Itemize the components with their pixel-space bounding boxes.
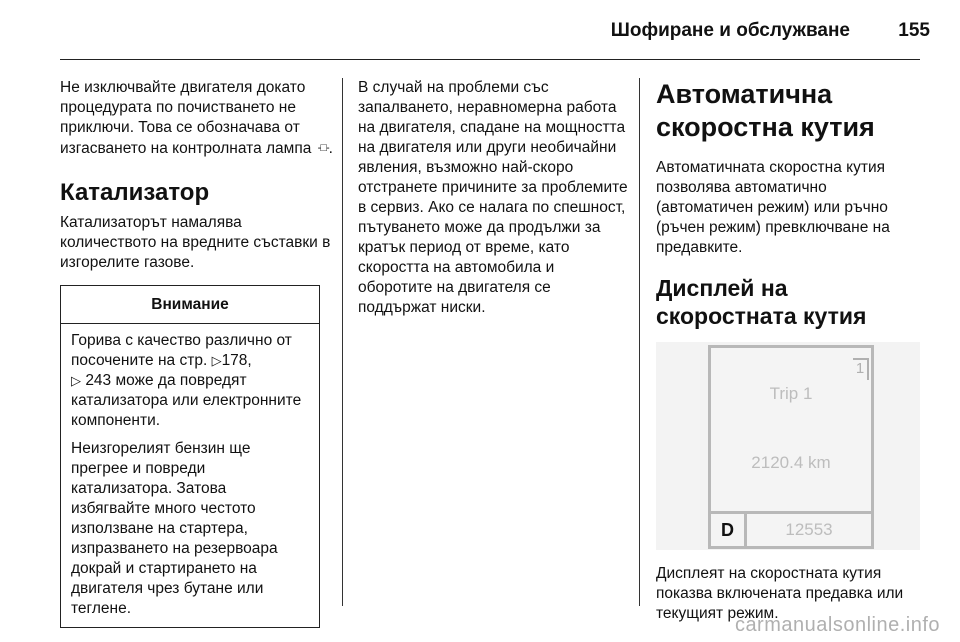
column-right	[656, 78, 926, 624]
warning-title: Внимание	[61, 286, 319, 324]
filter-lamp-icon: -□-	[317, 142, 329, 154]
column-divider-2	[639, 78, 640, 606]
warning-paragraph-1	[71, 331, 309, 431]
display-odometer: 12553	[785, 520, 833, 539]
header-rule	[60, 59, 920, 60]
section-heading-automatic-transmission: Автоматична скоростна кутия	[656, 79, 875, 142]
display-trip-distance: 2120.4 km	[751, 453, 831, 472]
malfunction-paragraph: В случай на проблеми със запалването, неравномерна работа на двигателя, спадане на мощността на двигателя или други необичайни явления, възможно най-скоро отстранете причините за проблемите в сервиз. Ако се налага по спешност, пътуването може да продължи за кратък период от време, като скоростта на автомобила и оборотите на двигателя се поддържат ниски.	[358, 79, 628, 316]
transmission-display-figure	[656, 342, 920, 550]
warning-text-b: може да повредят катализатора или електронните компоненти.	[71, 372, 302, 429]
warning-paragraph-2: Неизгорелият бензин ще прегрее и повреди катализатора. Затова избягвайте много честото използване на стартера, изпразването на резервоара докрай и стартирането на двигателя чрез бутане или теглене.	[71, 440, 278, 617]
page-ref-1[interactable]: 178,	[221, 352, 252, 369]
warning-text-a: Горива с качество различно от посочените на стр.	[71, 332, 292, 369]
display-trip-label: Trip 1	[769, 384, 813, 403]
display-panel	[708, 345, 874, 549]
watermark: carmanualsonline.info	[734, 614, 940, 636]
transmission-paragraph: Автоматичната скоростна кутия позволява автоматично (автоматичен режим) или ръчно (ръчен режим) превключване на предавките.	[656, 159, 890, 256]
page-ref-2[interactable]: 243	[85, 372, 112, 389]
display-caption: Дисплеят на скоростната кутия показва включената предавка или текущият режим.	[656, 565, 904, 622]
column-middle	[358, 78, 628, 318]
column-divider-1	[342, 78, 343, 606]
page-number: 155	[898, 20, 930, 41]
display-gear-indicator: D	[711, 514, 747, 546]
catalyst-paragraph: Катализаторът намалява количеството на вредните съставки в изгорелите газове.	[60, 214, 331, 271]
warning-box	[60, 285, 320, 628]
trip-selector-icon: 1	[853, 358, 869, 380]
intro-paragraph	[60, 78, 336, 159]
warning-body	[61, 324, 319, 627]
running-header-title: Шофиране и обслужване	[610, 20, 850, 41]
intro-end: .	[328, 140, 333, 157]
arrow-right-icon: ▷	[211, 353, 222, 368]
arrow-right-icon: ▷	[71, 373, 81, 388]
subheading-transmission-display: Дисплей на скоростната кутия	[656, 275, 867, 329]
section-heading-catalyst: Катализатор	[60, 179, 210, 206]
intro-text: Не изключвайте двигателя докато процедурата по почистването не приключи. Това се обозначава от изгасването на контролната лампа	[60, 79, 312, 157]
column-left	[60, 78, 336, 628]
